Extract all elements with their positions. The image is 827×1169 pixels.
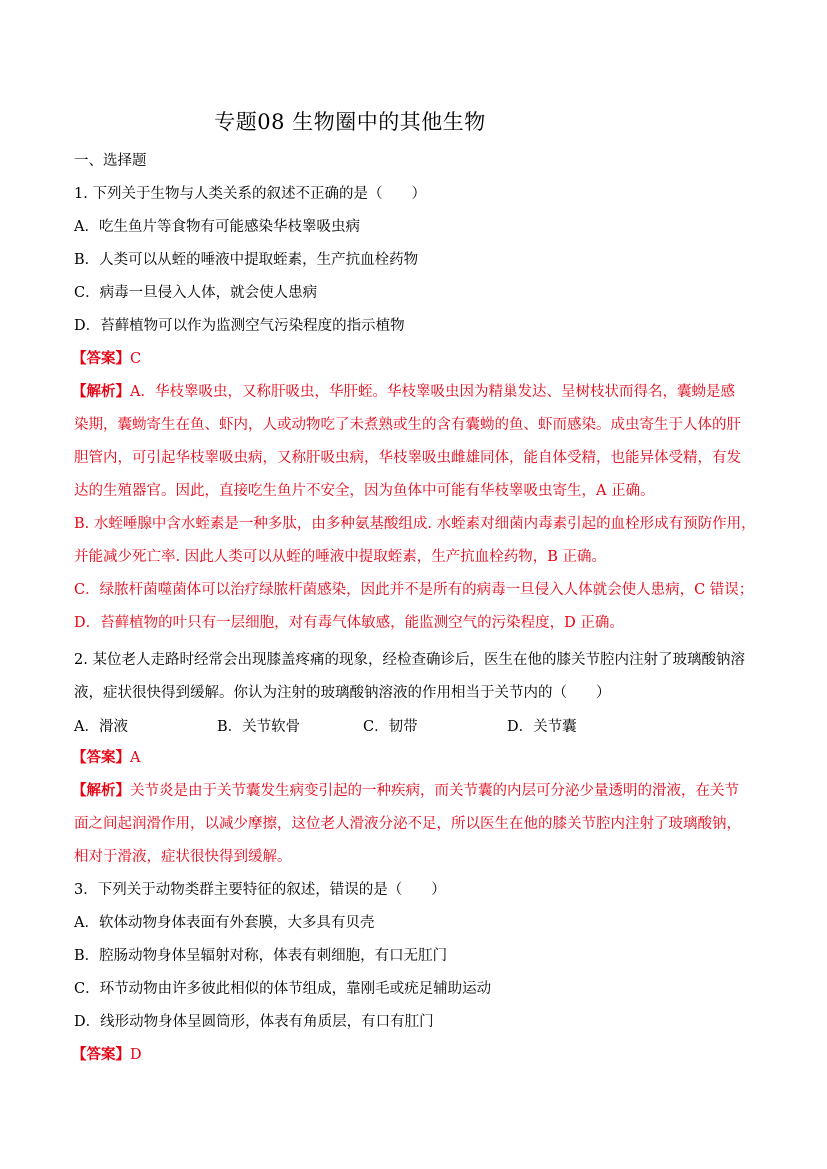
q1-option-b: B．人类可以从蛭的唾液中提取蛭素，生产抗血栓药物	[74, 252, 419, 268]
q2-stem-line-2: 液，症状很快得到缓解。你认为注射的玻璃酸钠溶液的作用相当于关节内的（ ）	[74, 685, 611, 701]
answer-label: 【答案】	[72, 1046, 130, 1063]
q3-stem: 3．下列关于动物类群主要特征的叙述，错误的是（ ）	[74, 882, 446, 898]
q1-analysis-line-7: C．绿脓杆菌噬菌体可以治疗绿脓杆菌感染，因此并不是所有的病毒一旦侵入人体就会使人患病，C 错误；	[74, 582, 754, 598]
answer-value: A	[130, 750, 141, 766]
q3-answer	[72, 1045, 752, 1065]
q3-option-c: C．环节动物由许多彼此相似的体节组成，靠刚毛或疣足辅助运动	[74, 981, 492, 997]
answer-label: 【答案】	[72, 350, 130, 367]
q3-option-a: A．软体动物身体表面有外套膜，大多具有贝壳	[74, 915, 375, 931]
q1-analysis-line-8: D．苔藓植物的叶只有一层细胞，对有毒气体敏感，能监测空气的污染程度，D 正确。	[74, 615, 624, 631]
analysis-text: A．华枝睾吸虫，又称肝吸虫，华肝蛭。华枝睾吸虫因为精巢发达、呈树枝状而得名，囊蚴是感	[130, 384, 735, 400]
answer-value: D	[130, 1047, 142, 1063]
q1-analysis-line-5: B. 水蛭唾腺中含水蛭素是一种多肽，由多种氨基酸组成. 水蛭素对细菌内毒素引起的血栓形成有预防作用，	[74, 516, 756, 532]
section-heading: 一、选择题	[74, 153, 147, 169]
q2-option-b: B．关节软骨	[217, 719, 301, 735]
q3-option-b: B．腔肠动物身体呈辐射对称，体表有刺细胞，有口无肛门	[74, 948, 448, 964]
analysis-label: 【解析】	[72, 383, 130, 400]
q2-analysis-line-1	[72, 781, 752, 801]
analysis-text: 关节炎是由于关节囊发生病变引起的一种疾病，而关节囊的内层可分泌少量透明的滑液，在关节	[130, 783, 739, 799]
answer-label: 【答案】	[72, 749, 130, 766]
q1-analysis-line-3: 胆管内，可引起华枝睾吸虫病，又称肝吸虫病，华枝睾吸虫雌雄同体，能自体受精，也能异体受精，有发	[74, 450, 741, 466]
q2-answer	[72, 748, 752, 768]
q2-option-a: A．滑液	[74, 719, 128, 735]
q2-analysis-line-3: 相对于滑液，症状很快得到缓解。	[74, 849, 292, 865]
q1-option-c: C．病毒一旦侵入人体，就会使人患病	[74, 285, 318, 301]
q1-stem: 1. 下列关于生物与人类关系的叙述不正确的是（ ）	[74, 186, 426, 202]
q1-answer	[72, 349, 752, 369]
q1-analysis-line-2: 染期，囊蚴寄生在鱼、虾内，人或动物吃了未煮熟或生的含有囊蚴的鱼、虾而感染。成虫寄生于人体的肝	[74, 417, 741, 433]
answer-value: C	[130, 351, 142, 367]
q1-option-d: D．苔藓植物可以作为监测空气污染程度的指示植物	[74, 318, 405, 334]
q2-analysis-line-2: 面之间起润滑作用，以减少摩擦，这位老人滑液分泌不足，所以医生在他的膝关节腔内注射了玻璃酸钠，	[74, 816, 741, 832]
q1-option-a: A．吃生鱼片等食物有可能感染华枝睾吸虫病	[74, 219, 360, 235]
q3-option-d: D．线形动物身体呈圆筒形，体表有角质层，有口有肛门	[74, 1014, 434, 1030]
page-title: 专题08 生物圈中的其他生物	[214, 110, 486, 134]
q1-analysis-line-4: 达的生殖器官。因此，直接吃生鱼片不安全，因为鱼体中可能有华枝睾吸虫寄生，A 正确。	[74, 483, 655, 499]
q2-stem-line-1: 2. 某位老人走路时经常会出现膝盖疼痛的现象，经检查确诊后，医生在他的膝关节腔内注射了玻璃酸钠溶	[74, 652, 745, 668]
q1-analysis-line-1	[72, 382, 752, 402]
analysis-label: 【解析】	[72, 782, 130, 799]
q1-analysis-line-6: 并能减少死亡率. 因此人类可以从蛭的唾液中提取蛭素，生产抗血栓药物，B 正确。	[74, 549, 606, 565]
q2-option-d: D．关节囊	[507, 719, 577, 735]
q2-option-c: C．韧带	[363, 719, 418, 735]
